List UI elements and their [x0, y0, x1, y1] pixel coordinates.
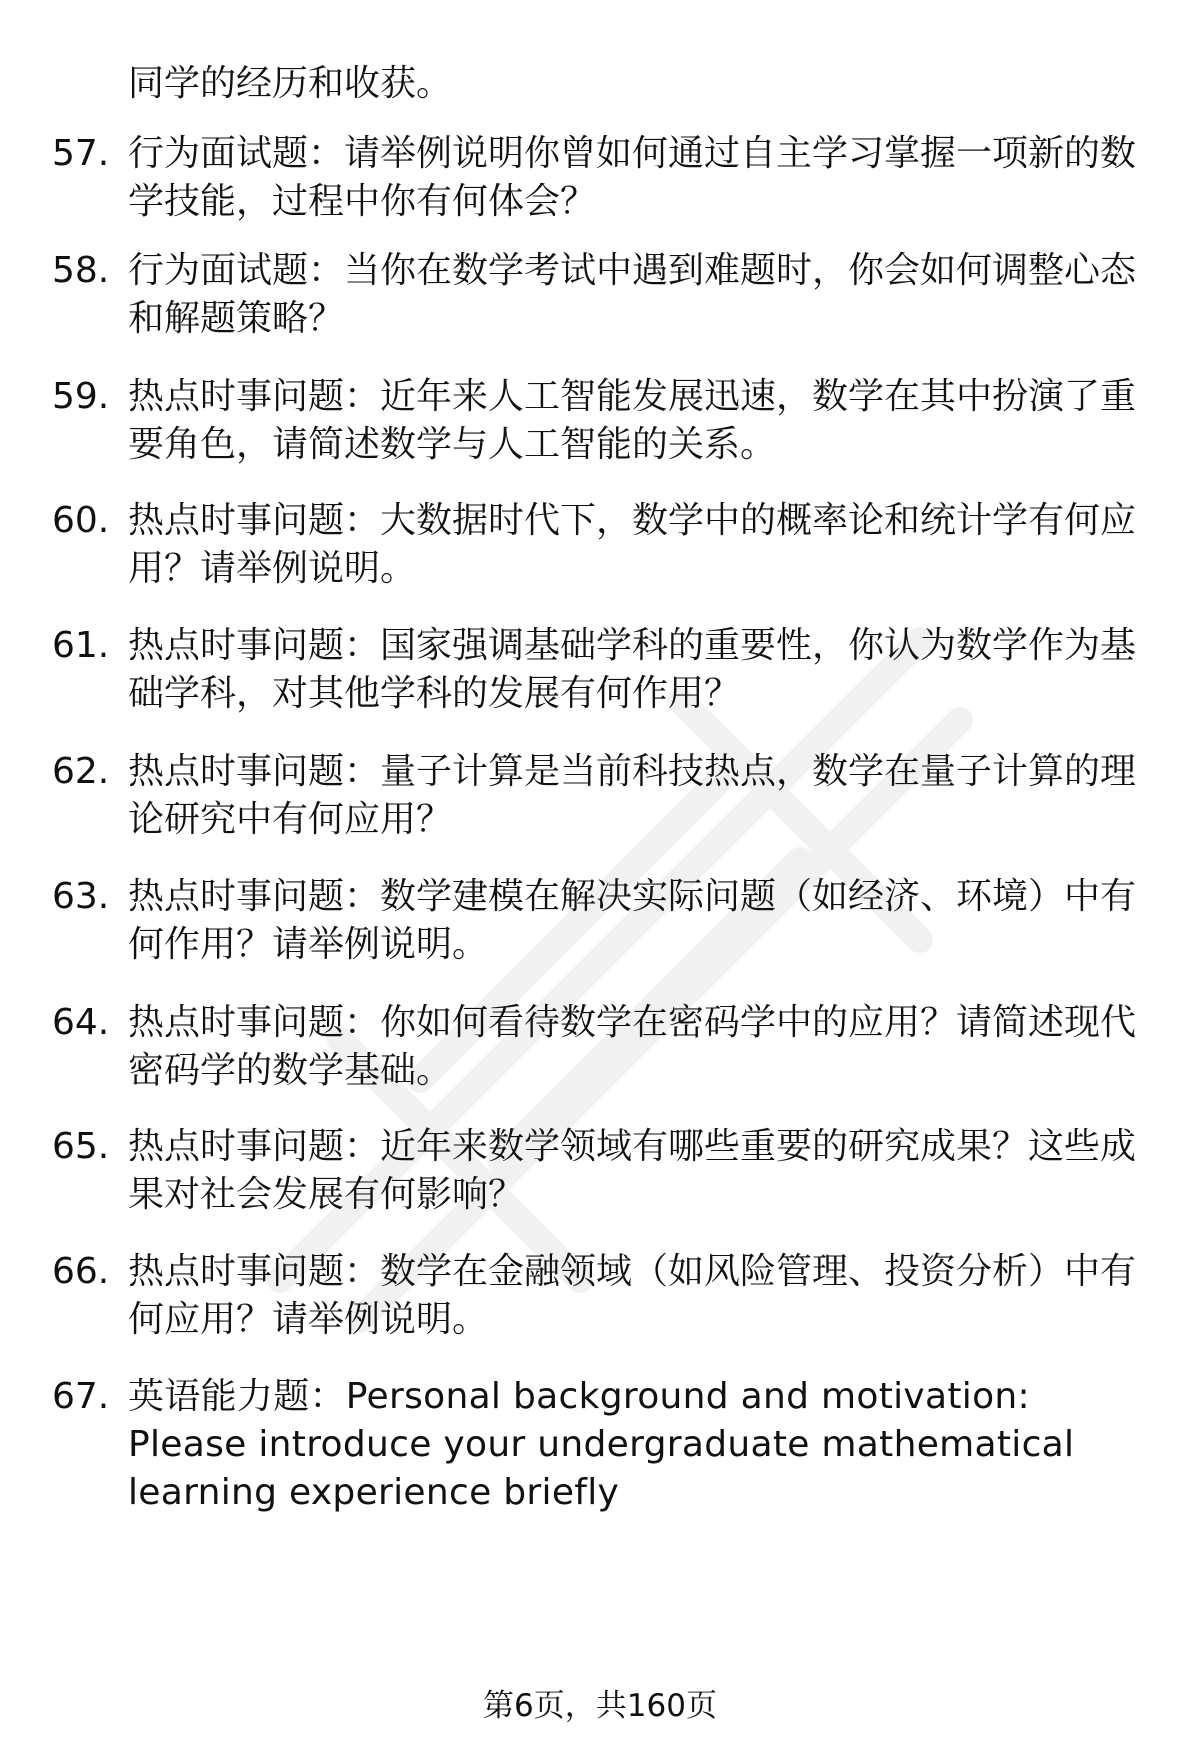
question-number: 58. [52, 250, 110, 291]
question-text: 行为面试题：当你在数学考试中遇到难题时，你会如何调整心态和解题策略？ [128, 250, 1137, 339]
question-number: 65. [52, 1126, 110, 1167]
page-number-footer: 第6页，共160页 [483, 1688, 717, 1724]
question-text: 英语能力题：Personal background and motivation: Please introduce your undergraduate mathematical learning experience briefly [128, 1376, 1075, 1513]
question-text: 热点时事问题：近年来人工智能发展迅速，数学在其中扮演了重要角色，请简述数学与人工智能的关系。 [128, 376, 1137, 465]
question-number: 57. [52, 133, 110, 174]
continuation-text: 同学的经历和收获。 [128, 63, 453, 104]
question-number: 62. [52, 751, 110, 792]
question-number: 64. [52, 1002, 110, 1043]
question-text: 热点时事问题：量子计算是当前科技热点，数学在量子计算的理论研究中有何应用？ [128, 751, 1137, 840]
question-text: 行为面试题：请举例说明你曾如何通过自主学习掌握一项新的数学技能，过程中你有何体会？ [128, 133, 1137, 222]
question-number: 66. [52, 1251, 110, 1292]
question-number: 63. [52, 876, 110, 917]
question-text: 热点时事问题：你如何看待数学在密码学中的应用？请简述现代密码学的数学基础。 [128, 1002, 1137, 1091]
question-text: 热点时事问题：数学建模在解决实际问题（如经济、环境）中有何作用？请举例说明。 [128, 876, 1137, 965]
question-number: 59. [52, 376, 110, 417]
question-number: 60. [52, 500, 110, 541]
question-text: 热点时事问题：近年来数学领域有哪些重要的研究成果？这些成果对社会发展有何影响？ [128, 1126, 1137, 1215]
question-number: 67. [52, 1376, 110, 1417]
question-number: 61. [52, 625, 110, 666]
question-text: 热点时事问题：大数据时代下，数学中的概率论和统计学有何应用？请举例说明。 [128, 500, 1137, 589]
question-text: 热点时事问题：数学在金融领域（如风险管理、投资分析）中有何应用？请举例说明。 [128, 1251, 1137, 1340]
question-text: 热点时事问题：国家强调基础学科的重要性，你认为数学作为基础学科，对其他学科的发展有何作用？ [128, 625, 1137, 714]
